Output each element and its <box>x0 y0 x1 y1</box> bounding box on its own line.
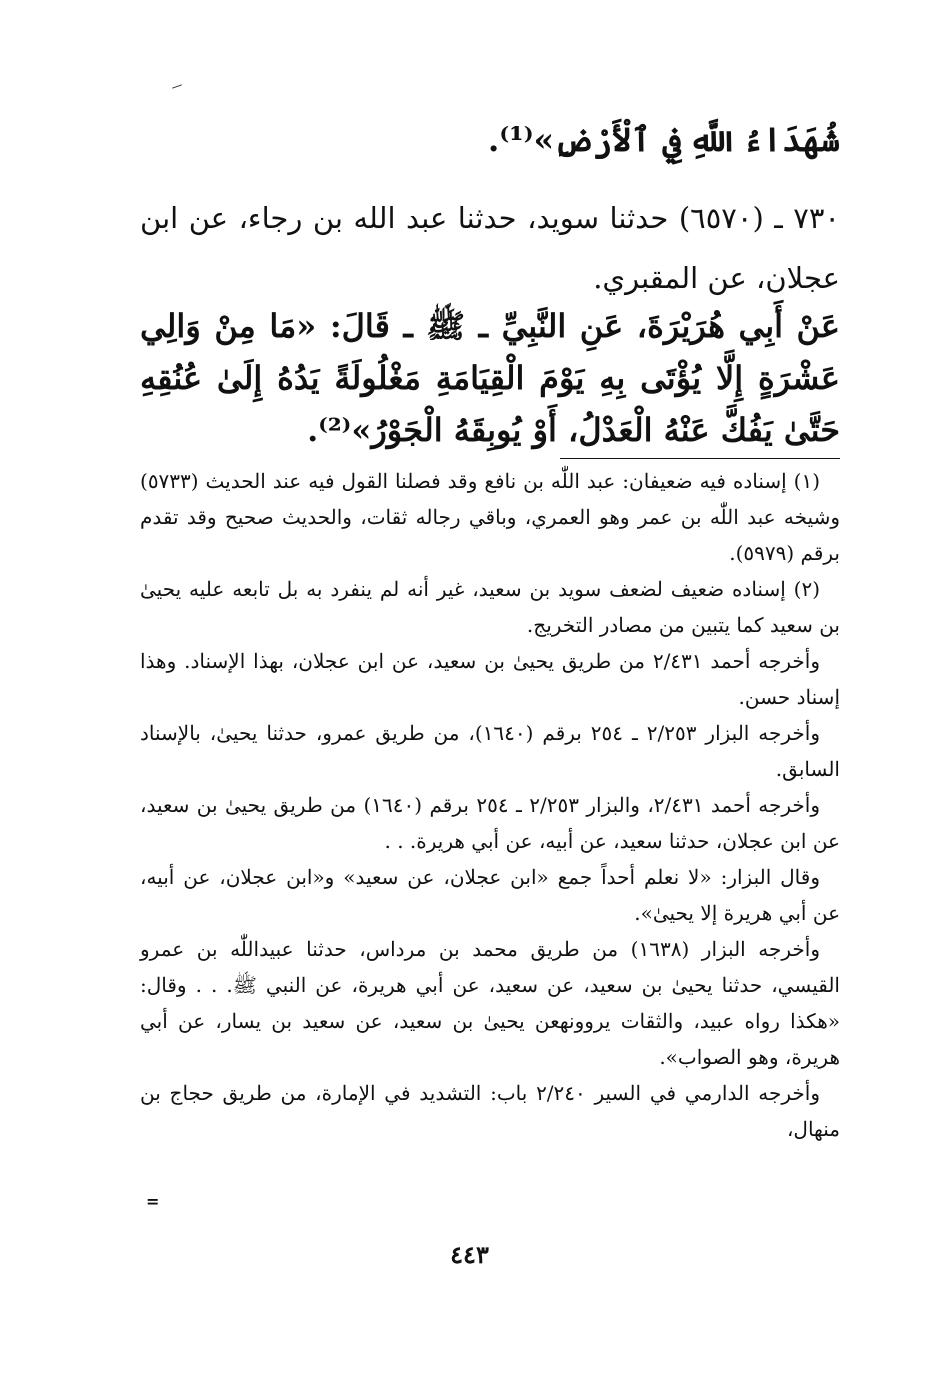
continuation-sign: = <box>146 1192 160 1211</box>
footnote-separator <box>560 458 840 459</box>
footnote-paragraph: وأخرجه البزار ٢/٢٥٣ ـ ٢٥٤ برقم (١٦٤٠)، من طريق عمرو، حدثنا يحيىٰ، بالإسناد السابق. <box>140 721 840 781</box>
previous-hadith-ending: شُهَدَاءُ اللَّهِ فِي ٱلْأَرْضِ»⁽¹⁾. <box>487 120 840 159</box>
footnote-paragraph: وأخرجه أحمد ٢/٤٣١ من طريق يحيىٰ بن سعيد، عن ابن عجلان، بهذا الإسناد. وهذا إسناد حسن. <box>140 649 840 709</box>
footnotes-section <box>140 463 840 1147</box>
footnote-paragraph: وأخرجه الدارمي في السير ٢/٢٤٠ باب: التشديد في الإمارة، من طريق حجاج بن منهال، <box>140 1081 840 1141</box>
footnote-paragraph: وأخرجه البزار (١٦٣٨) من طريق محمد بن مرداس، حدثنا عبيداللّٰه بن عمرو القيسي، حدثنا يحيىٰ بن سعيد، عن سعيد، عن أبي هريرة، عن النبي ﷺ. . . وقال: «هكذا رواه عبيد، والثقات يروونهعن يحيىٰ بن سعيد، عن سعيد بن يسار، عن أبي هريرة، وهو الصواب». <box>140 937 840 1069</box>
footnote-2: (٢) إسناده ضعيف لضعف سويد بن سعيد، غير أنه لم ينفرد به بل تابعه عليه يحيىٰ بن سعيد كما يتبين من مصادر التخريج. <box>140 577 840 637</box>
footnote-1: (١) إسناده فيه ضعيفان: عبد اللّٰه بن نافع وقد فصلنا القول فيه عند الحديث (٥٧٣٣) وشيخه عبد اللّٰه بن عمر وهو العمري، وباقي رجاله ثقات، والحديث صحيح وقد تقدم برقم (٥٩٧٩). <box>140 469 840 565</box>
print-mark <box>172 84 182 88</box>
page-number: ٤٤٣ <box>450 1240 489 1269</box>
hadith-isnad: ٧٣٠ ـ (٦٥٧٠) حدثنا سويد، حدثنا عبد الله بن رجاء، عن ابن عجلان، عن المقبري. <box>140 201 841 295</box>
footnote-paragraph: وقال البزار: «لا نعلم أحداً جمع «ابن عجلان، عن سعيد» و«ابن عجلان، عن أبيه، عن أبي هريرة إلا يحيىٰ». <box>140 865 840 925</box>
hadith-matn: عَنْ أَبِي هُرَيْرَةَ، عَنِ النَّبِيِّ ـ ﷺ ـ قَالَ: «مَا مِنْ وَالِي عَشْرَةٍ إِلَّا يُؤْتَى بِهِ يَوْمَ الْقِيَامَةِ مَغْلُولَةً يَدُهُ إِلَىٰ عُنُقِهِ حَتَّىٰ يَفُكَّ عَنْهُ الْعَدْلُ، أَوْ يُوبِقَهُ الْجَوْرُ»⁽²⁾. <box>140 307 840 449</box>
footnote-paragraph: وأخرجه أحمد ٢/٤٣١، والبزار ٢/٢٥٣ ـ ٢٥٤ برقم (١٦٤٠) من طريق يحيىٰ بن سعيد، عن ابن عجلان، حدثنا سعيد، عن أبيه، عن أبي هريرة. . . <box>140 793 840 853</box>
